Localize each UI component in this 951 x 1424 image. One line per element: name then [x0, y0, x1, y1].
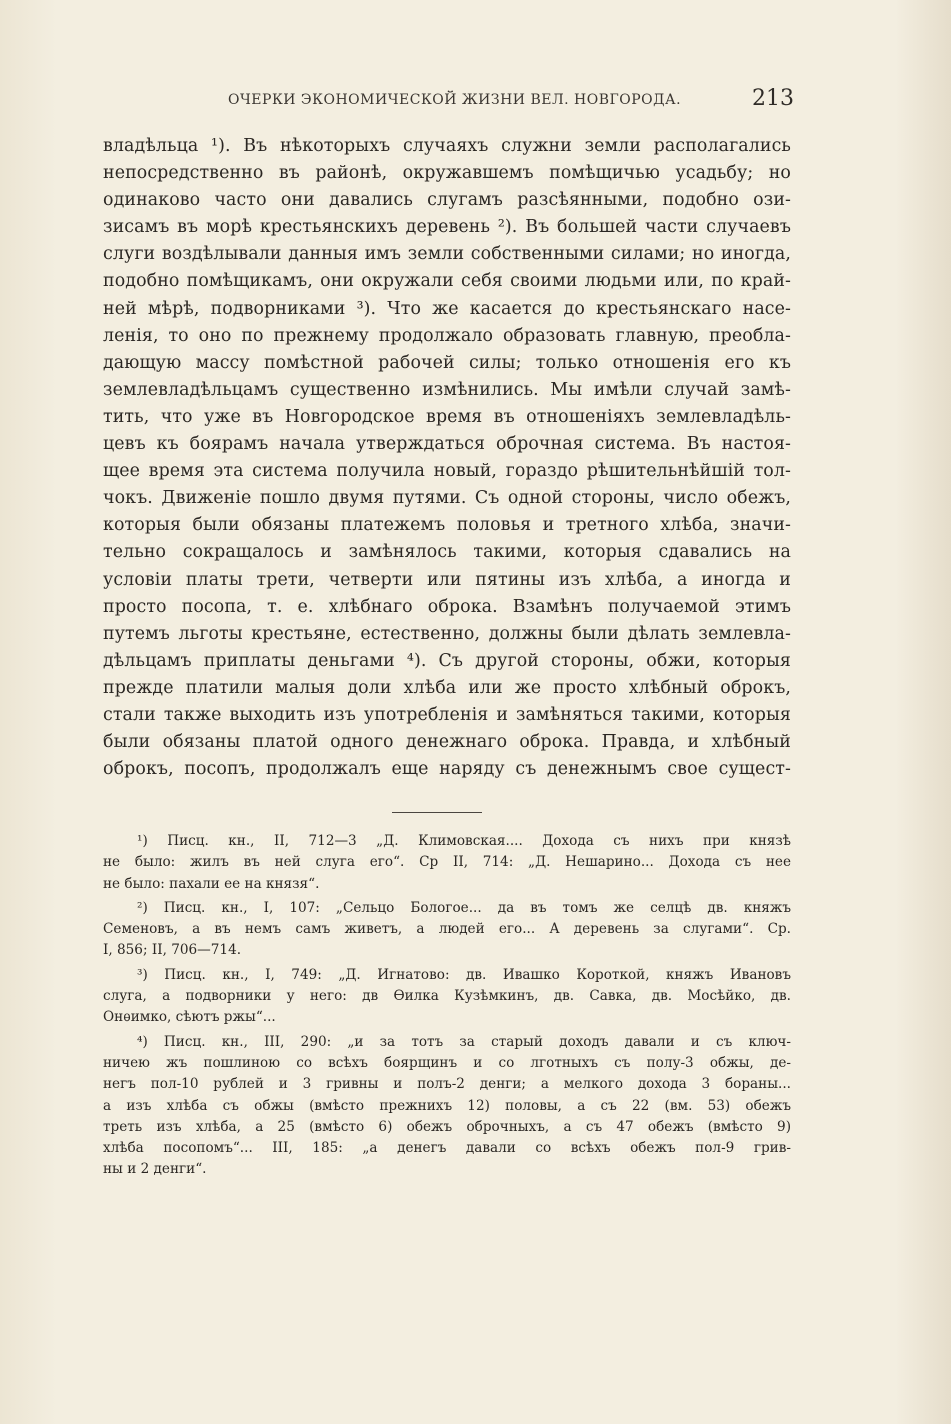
body-text — [103, 133, 791, 783]
footnote-2 — [103, 898, 791, 962]
footnote-4 — [103, 1032, 791, 1181]
footnote-3 — [103, 965, 791, 1029]
text-line: ленія, то оно по прежнему продолжало образовать главную, преобла- — [103, 325, 791, 346]
text-line: дѣльцамъ приплаты деньгами ⁴). Съ другой стороны, обжи, которыя — [103, 650, 791, 671]
footnote-1 — [103, 831, 791, 895]
footnote-line: ³) Писц. кн., I, 749: „Д. Игнатово: дв. Ивашко Короткой, княжъ Ивановъ — [137, 966, 791, 983]
text-line: которыя были обязаны платежемъ половья и третного хлѣба, значи- — [103, 515, 791, 536]
text-line: владѣльца ¹). Въ нѣкоторыхъ случаяхъ служни земли располагались — [103, 136, 791, 156]
text-line: цевъ къ боярамъ начала утверждаться оброчная система. Въ настоя- — [103, 434, 791, 455]
text-line: ней мѣрѣ, подворниками ³). Что же касается до крестьянскаго насе- — [103, 298, 791, 319]
footnote-line: а изъ хлѣба съ обжы (вмѣсто прежнихъ 12) половы, а съ 22 (вм. 53) обежъ — [103, 1097, 791, 1114]
text-line: одинаково часто они давались слугамъ разсѣянными, подобно ози- — [103, 190, 791, 211]
text-line: стали также выходить изъ употребленія и замѣняться такими, которыя — [103, 704, 791, 725]
text-line: просто посопа, т. е. хлѣбнаго оброка. Взамѣнъ получаемой этимъ — [103, 596, 791, 617]
text-line: оброкъ, посопъ, продолжалъ еще наряду съ денежнымъ свое сущест- — [103, 759, 791, 780]
text-line: прежде платили малыя доли хлѣба или же просто хлѣбный оброкъ, — [103, 677, 791, 698]
text-line: тить, что уже въ Новгородское время въ отношеніяхъ землевладѣль- — [103, 406, 791, 427]
text-line: дающую массу помѣстной рабочей силы; только отношенія его къ — [103, 352, 791, 373]
text-line: подобно помѣщикамъ, они окружали себя своими людьми или, по край- — [103, 271, 791, 292]
text-line: щее время эта система получила новый, гораздо рѣшительнѣйшій тол- — [103, 461, 791, 482]
footnote-line: ничею жъ пошлиною со всѣхъ боярщинъ и со лготныхъ съ полу-3 обжы, де- — [103, 1054, 791, 1071]
footnote-line: треть изъ хлѣба, а 25 (вмѣсто 6) обежъ оброчныхъ, а съ 47 обежъ (вмѣсто 9) — [103, 1118, 791, 1135]
text-line: слуги воздѣлывали данныя имъ земли собственными силами; но иногда, — [103, 244, 791, 265]
text-line: были обязаны платой одного денежнаго оброка. Правда, и хлѣбный — [103, 732, 791, 753]
footnote-line: ны и 2 денги“. — [103, 1161, 207, 1178]
footnote-line: ⁴) Писц. кн., III, 290: „и за тотъ за старый доходъ давали и съ ключ- — [137, 1033, 791, 1050]
running-head: ОЧЕРКИ ЭКОНОМИЧЕСКОЙ ЖИЗНИ ВЕЛ. НОВГОРОДА. — [228, 92, 682, 108]
footnote-separator-rule — [392, 812, 482, 813]
text-line: непосредственно въ районѣ, окружавшемъ помѣщичью усадьбу; но — [103, 163, 791, 184]
footnote-line: не было: жилъ въ ней слуга его“. Ср II, 714: „Д. Нешарино... Дохода съ нее — [103, 854, 791, 871]
footnote-line: Семеновъ, а въ немъ самъ живетъ, а людей его... А деревень за слугами“. Ср. — [103, 921, 791, 938]
page-number: 213 — [752, 86, 794, 111]
text-line: тельно сокращалось и замѣнялось такими, которыя сдавались на — [103, 542, 791, 563]
footnote-line: I, 856; II, 706—714. — [103, 942, 242, 959]
footnote-line: ²) Писц. кн., I, 107: „Сельцо Бологое... да въ томъ же селцѣ дв. княжъ — [137, 899, 791, 916]
footnote-line: ¹) Писц. кн., II, 712—3 „Д. Климовская.... Дохода съ нихъ при князѣ — [137, 833, 791, 849]
text-line: условіи платы трети, четверти или пятины изъ хлѣба, а иногда и — [103, 569, 791, 590]
page-edge-shading — [896, 0, 951, 1424]
footnote-line: не было: пахали ее на князя“. — [103, 875, 320, 892]
footnote-line: негъ пол-10 рублей и 3 гривны и полъ-2 денги; а мелкого дохода 3 бораны... — [103, 1076, 791, 1093]
text-line: чокъ. Движеніе пошло двумя путями. Съ одной стороны, число обежъ, — [103, 488, 791, 509]
footnote-line: хлѣба посопомъ“... III, 185: „а денегъ давали со всѣхъ обежъ пол-9 грив- — [103, 1140, 791, 1157]
text-line: зисамъ въ морѣ крестьянскихъ деревень ²). Въ большей части случаевъ — [103, 217, 791, 238]
footnote-line: слуга, а подворники у него: дв Ѳилка Кузѣмкинъ, дв. Савка, дв. Мосѣйко, дв. — [103, 988, 791, 1005]
footnotes — [103, 831, 791, 1184]
text-line: путемъ льготы крестьяне, естественно, должны были дѣлать землевла- — [103, 623, 791, 644]
text-line: землевладѣльцамъ существенно измѣнились. Мы имѣли случай замѣ- — [103, 379, 791, 400]
footnote-line: Онѳимко, сѣютъ ржы“... — [103, 1009, 276, 1026]
